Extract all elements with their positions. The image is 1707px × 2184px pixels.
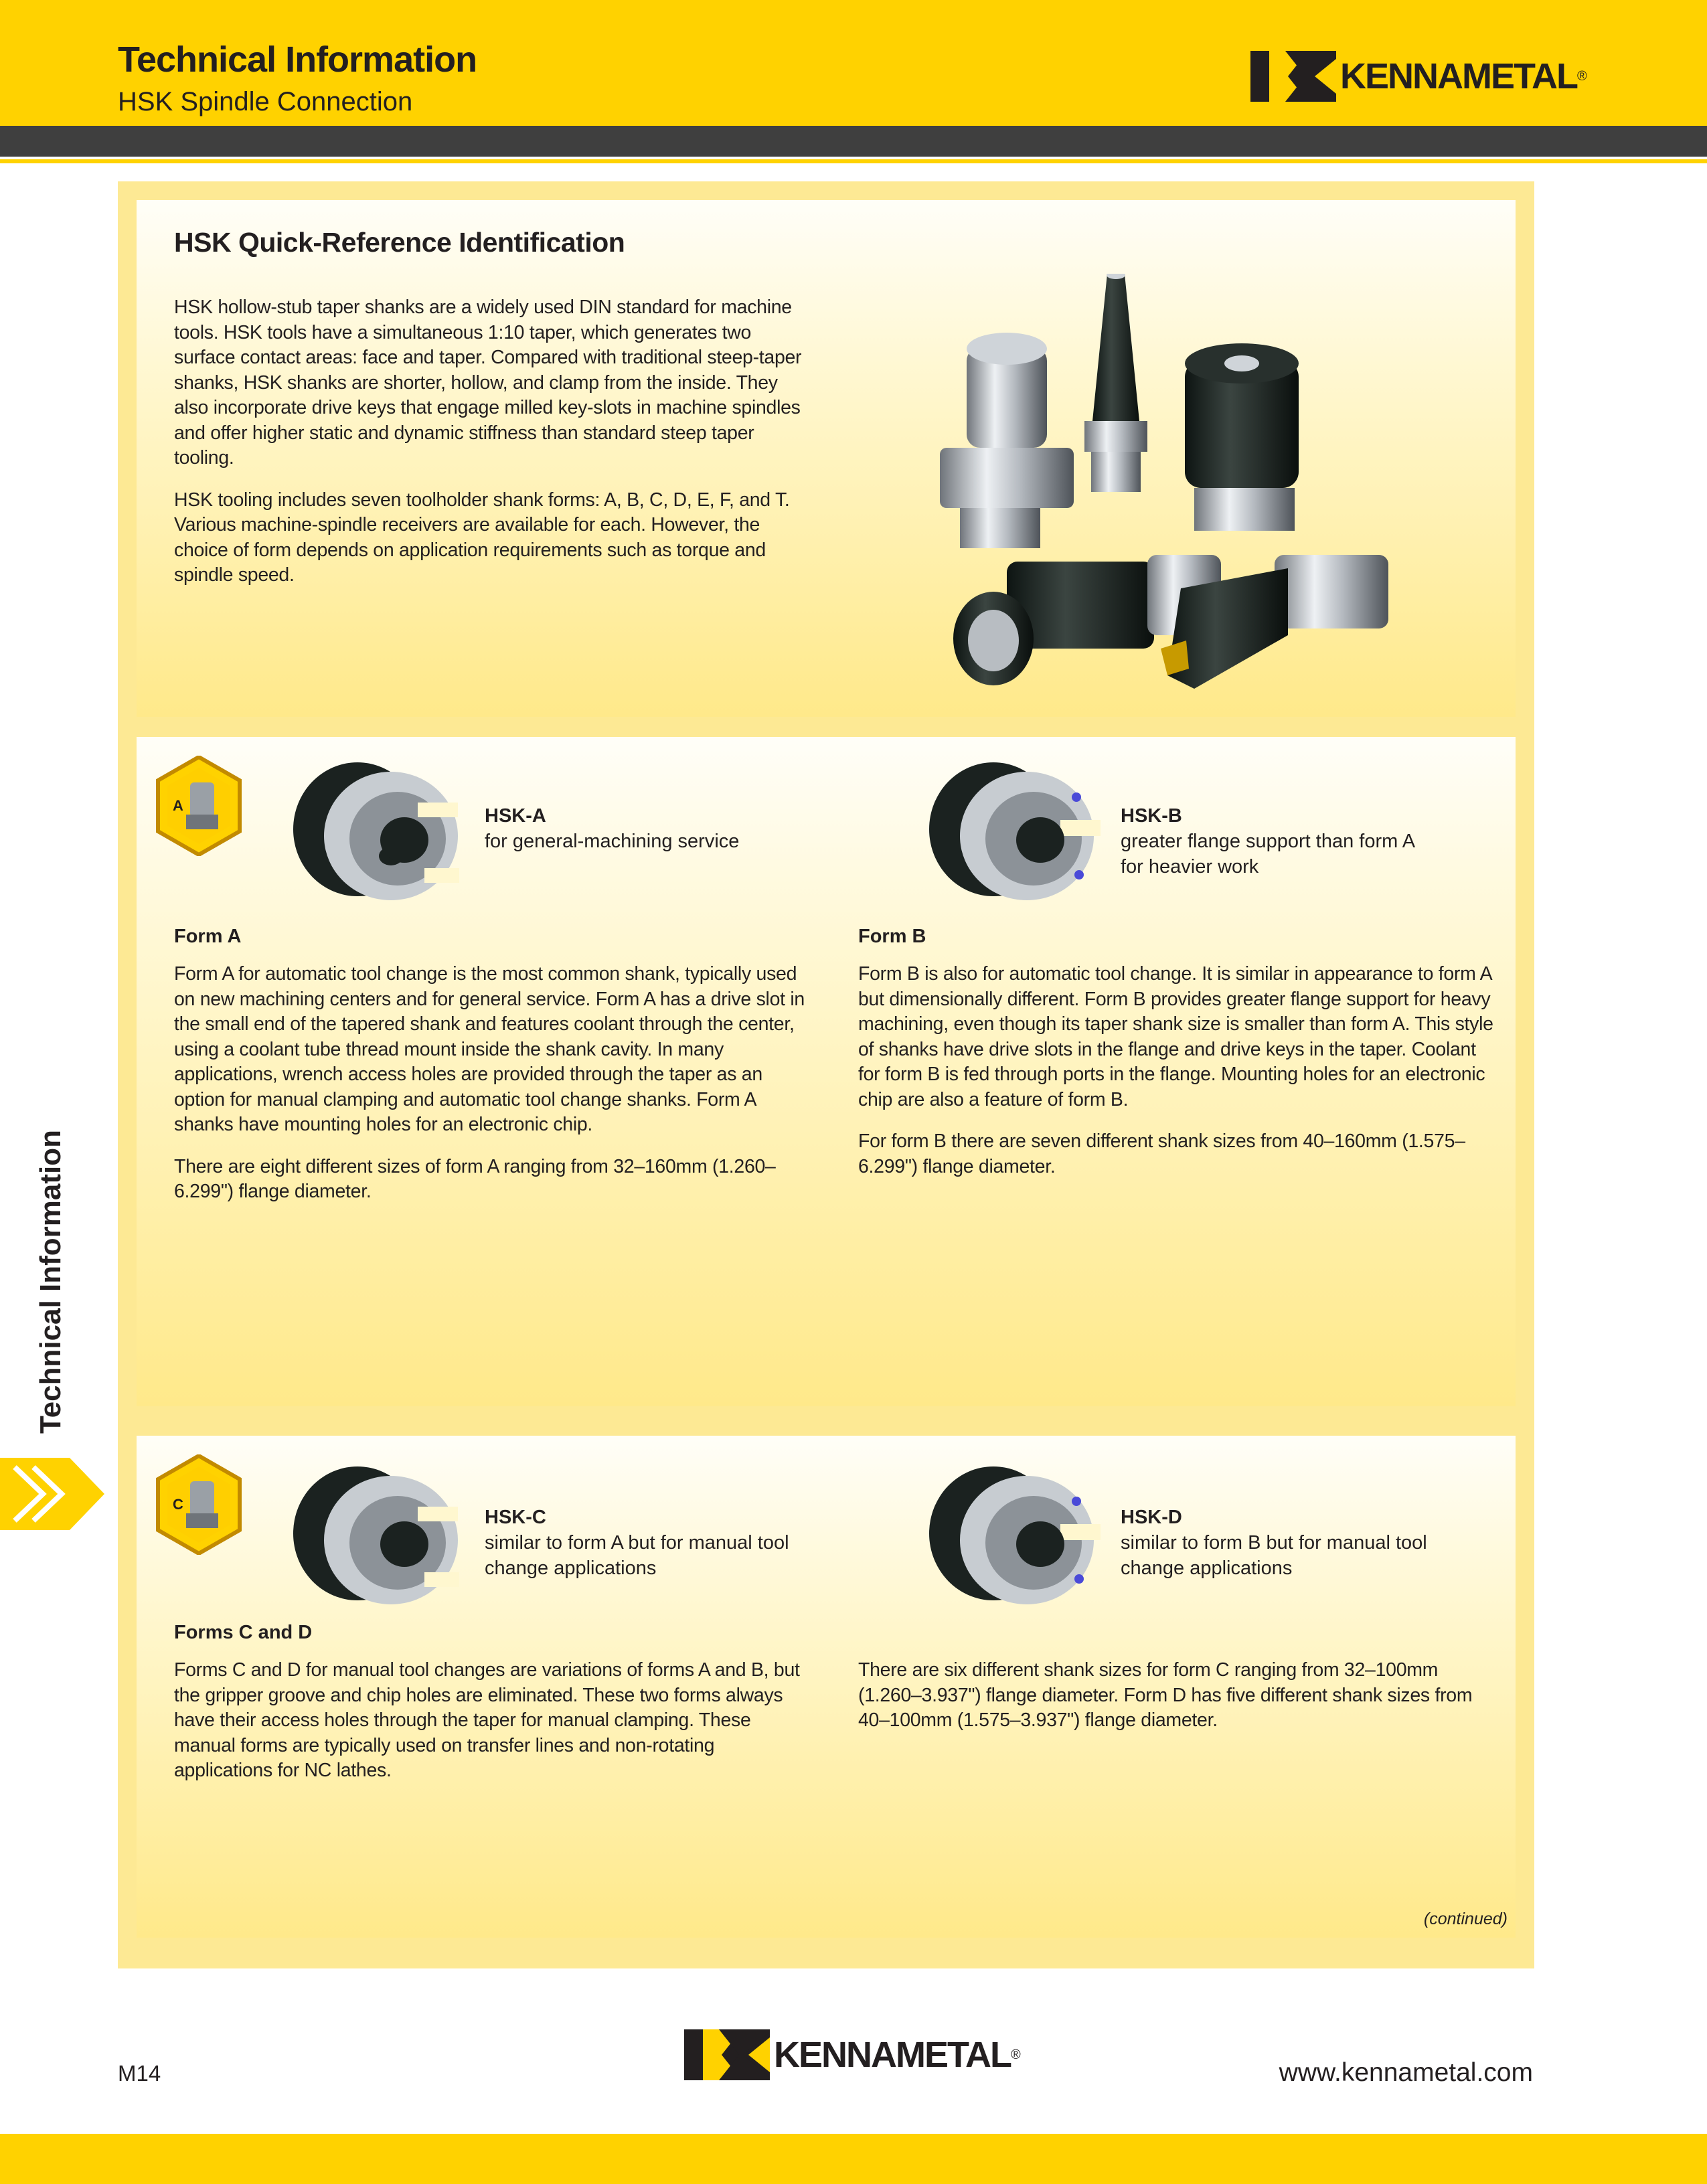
hsk-b-photo [926,756,1107,903]
continued-note: (continued) [1423,1910,1508,1928]
hsk-c-photo [291,1460,471,1607]
forms-cd-heading: Forms C and D [174,1622,313,1643]
hexagon-badge-icon [155,756,242,856]
registered-mark: ® [1576,68,1587,84]
form-b-paragraph: For form B there are seven different shank sizes from 40–160mm (1.575–6.299") flange diameter. [858,1130,1465,1177]
hsk-d-description-line: change applications [1121,1558,1293,1579]
page-number: M14 [118,2061,161,2086]
hexagon-badge-icon [155,1454,242,1555]
hsk-a-photo [291,756,471,903]
hsk-b-code: HSK-B [1121,805,1182,827]
forms-cd-paragraph: Forms C and D for manual tool changes are variations of forms A and B, but the gripper groove and chip holes are eliminated. These two forms always have their access holes through the taper for manual clamping. These manual forms are typically used on transfer lines and non-rotating applications for NC lathes. [174,1659,800,1781]
forms-cd-right-text [858,1658,1501,1750]
intro-paragraph: HSK hollow-stub taper shanks are a widely used DIN standard for machine tools. HSK tools have a simultaneous 1:10 taper, which generates two surface contact areas: face and taper. Compared with traditional steep-taper shanks, HSK shanks are shorter, hollow, and clamp from the inside. They also incorporate drive keys that engage milled key-slots in machine spindles and offer higher static and dynamic stiffness than standard steep taper tooling. [174,297,802,469]
header-logo [1250,51,1587,102]
page-subtitle: HSK Spindle Connection [118,87,413,116]
forms-ab-section [137,737,1516,1406]
badge-letter: A [173,797,183,814]
logo-wordmark: KENNAMETAL [1340,56,1577,96]
header-dark-bar [0,126,1707,157]
forms-cd-paragraph: There are six different shank sizes for form C ranging from 32–100mm (1.260–3.937") flange diameter. Form D has five different shank sizes from 40–100mm (1.575–3.937") flange diameter. [858,1659,1473,1731]
website-link[interactable]: www.kennametal.com [1279,2058,1533,2087]
page-title: Technical Information [118,39,477,80]
logo-wordmark: KENNAMETAL [774,2035,1011,2075]
intro-paragraph: HSK tooling includes seven toolholder shank forms: A, B, C, D, E, F, and T. Various machine-spindle receivers are available for each. However, the choice of form depends on application requirements such as torque and spindle speed. [174,489,790,586]
hsk-tools-photo [926,274,1415,702]
hsk-d-description-line: similar to form B but for manual tool [1121,1532,1427,1553]
form-a-paragraph: There are eight different sizes of form A ranging from 32–160mm (1.260–6.299") flange diameter. [174,1155,776,1202]
form-b-paragraph: Form B is also for automatic tool change. It is similar in appearance to form A but dimensionally different. Form B provides greater flange support for heavy machining, even though its taper shank size is smaller than form A. This style of shanks have drive slots in the flange and drive keys in the taper. Coolant for form B is fed through ports in the flange. Mounting holes for an electronic chip are also a feature of form B. [858,963,1493,1110]
registered-mark: ® [1010,2047,1021,2062]
form-a-text [174,962,817,1222]
kennametal-logo-icon [1250,51,1336,102]
footer-band [0,2134,1707,2184]
badge-letter: C [173,1496,183,1513]
hsk-d-photo [926,1460,1107,1607]
main-panel [118,181,1534,1968]
intro-text [174,295,817,605]
header-accent-line [0,159,1707,163]
footer-logo [684,2029,1021,2080]
forms-cd-section [137,1436,1516,1938]
forms-cd-left-text [174,1658,817,1800]
form-b-text [858,962,1501,1196]
side-arrow-icon [0,1458,104,1530]
form-b-heading: Form B [858,926,926,947]
side-tab-label: Technical Information [34,1130,67,1434]
hsk-a-code: HSK-A [485,805,546,827]
hsk-a-description: for general-machining service [485,831,740,852]
section-title: HSK Quick-Reference Identification [174,227,625,258]
form-a-paragraph: Form A for automatic tool change is the most common shank, typically used on new machining centers and for general service. Form A has a drive slot in the small end of the tapered shank and features coolant through the center, using a coolant tube thread mount inside the shank cavity. In many applications, wrench access holes are provided through the taper as an option for manual clamping and automatic tool change shanks. Form A shanks have mounting holes for an electronic chip. [174,963,805,1135]
kennametal-logo-icon [684,2029,770,2080]
intro-section [137,200,1516,717]
form-a-heading: Form A [174,926,242,947]
hsk-b-description-line: for heavier work [1121,856,1259,877]
hsk-c-description-line: similar to form A but for manual tool [485,1532,789,1553]
hsk-b-description-line: greater flange support than form A [1121,831,1416,852]
hsk-c-description-line: change applications [485,1558,657,1579]
hsk-c-code: HSK-C [485,1507,546,1528]
hsk-d-code: HSK-D [1121,1507,1182,1528]
